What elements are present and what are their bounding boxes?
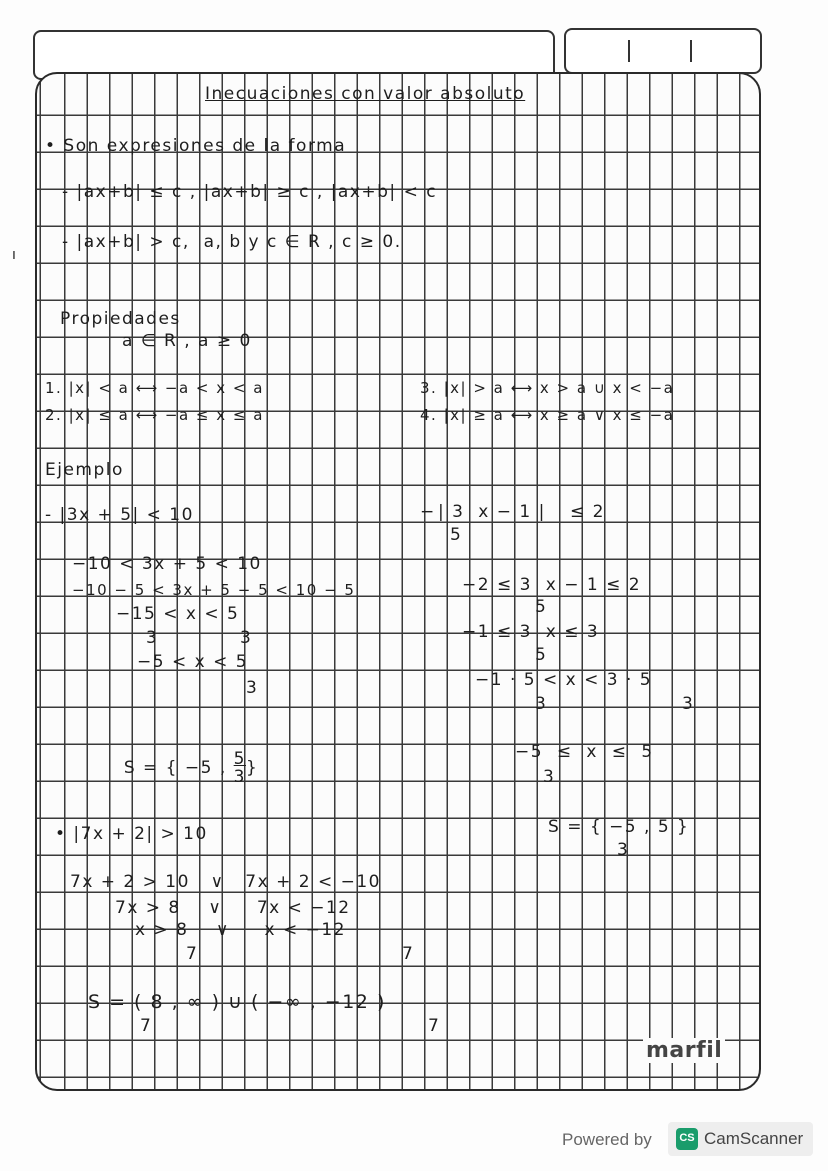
- example2-abs: | 3 x − 1 |: [438, 502, 546, 522]
- example1-problem: - |3x + 5| < 10: [45, 505, 194, 525]
- solution-close: }: [245, 758, 259, 778]
- example1-step: −10 − 5 < 3x + 5 − 5 < 10 − 5: [72, 581, 356, 599]
- page-title: Inecuaciones con valor absoluto: [205, 84, 526, 104]
- powered-by-text: Powered by: [562, 1130, 652, 1149]
- example2-step-denominator: 5: [535, 597, 548, 617]
- example1-step-denominator: 3: [240, 628, 253, 648]
- example2-step: −2 ≤ 3 x − 1 ≤ 2: [462, 575, 642, 595]
- example2-step-denominator: 3: [682, 694, 695, 714]
- example1-step-denominator: 3: [246, 678, 259, 698]
- example3-problem: • |7x + 2| > 10: [55, 824, 208, 844]
- example2-prefix: −: [420, 502, 436, 522]
- example3-solution-denominator: 7: [428, 1016, 441, 1036]
- solution-numerator: 5: [233, 749, 246, 769]
- example1-step: −15 < x < 5: [116, 604, 240, 624]
- form-line: - |ax+b| > c, a, b y c ∈ R , c ≥ 0.: [62, 232, 402, 252]
- intro-text: • Son expresiones de la forma: [45, 136, 347, 156]
- example3-step: x > 8 ∨ x < −12: [135, 920, 346, 940]
- example3-solution: S = ( 8 , ∞ ) ∪ ( −∞ , −12 ): [88, 991, 386, 1013]
- header-box-right: [564, 28, 762, 74]
- example2-step: −1 ≤ 3 x ≤ 3: [462, 622, 600, 642]
- property-item: 3. |x| > a ⟷ x > a ∪ x < −a: [420, 379, 675, 397]
- marfil-logo: marfil: [643, 1038, 725, 1063]
- property-item: 1. |x| < a ⟷ −a < x < a: [45, 379, 264, 397]
- camscanner-badge[interactable]: [668, 1122, 813, 1156]
- header-divider: [690, 40, 692, 62]
- form-line: - |ax+b| ≤ c , |ax+b| ≥ c , |ax+b| < c: [62, 182, 438, 202]
- properties-heading: Propiedades: [60, 309, 181, 329]
- example1-step: −5 < x < 5: [137, 652, 249, 672]
- example2-step: −5 ≤ x ≤ 5: [515, 742, 654, 762]
- example3-step: 7x > 8 ∨ 7x < −12: [115, 898, 351, 918]
- example3-solution-denominator: 7: [140, 1016, 153, 1036]
- example1-solution: [110, 730, 258, 786]
- example2-abs-denominator: 5: [450, 525, 463, 545]
- property-item: 4. |x| ≥ a ⟷ x ≥ a ∨ x ≤ −a: [420, 406, 675, 424]
- example3-step-denominator: 7: [186, 944, 199, 964]
- example3-step: 7x + 2 > 10 ∨ 7x + 2 < −10: [70, 872, 381, 892]
- example2-step-denominator: 5: [535, 645, 548, 665]
- properties-condition: a ∈ R , a ≥ 0: [122, 331, 252, 351]
- example1-step-denominator: 3: [146, 628, 159, 648]
- header-divider: [628, 40, 630, 62]
- property-item: 2. |x| ≤ a ⟷ −a ≤ x ≤ a: [45, 406, 264, 424]
- example2-solution: S = { −5 , 5 }: [548, 817, 690, 837]
- camscanner-icon: CS: [676, 1128, 698, 1150]
- camscanner-label: CamScanner: [704, 1129, 804, 1148]
- example-heading: Ejemplo: [45, 460, 124, 480]
- example2-step-denominator: 3: [535, 694, 548, 714]
- example3-step-denominator: 7: [402, 944, 415, 964]
- example2-rhs: ≤ 2: [570, 502, 605, 522]
- example2-step: −1 · 5 < x < 3 · 5: [475, 670, 653, 690]
- example1-step: −10 < 3x + 5 < 10: [72, 554, 262, 574]
- solution-denominator: 3: [233, 767, 246, 787]
- example2-solution-denominator: 3: [617, 840, 630, 860]
- solution-text: S = { −5 ,: [123, 758, 234, 778]
- example2-step-denominator: 3: [543, 767, 556, 787]
- margin-mark: ı: [12, 247, 18, 263]
